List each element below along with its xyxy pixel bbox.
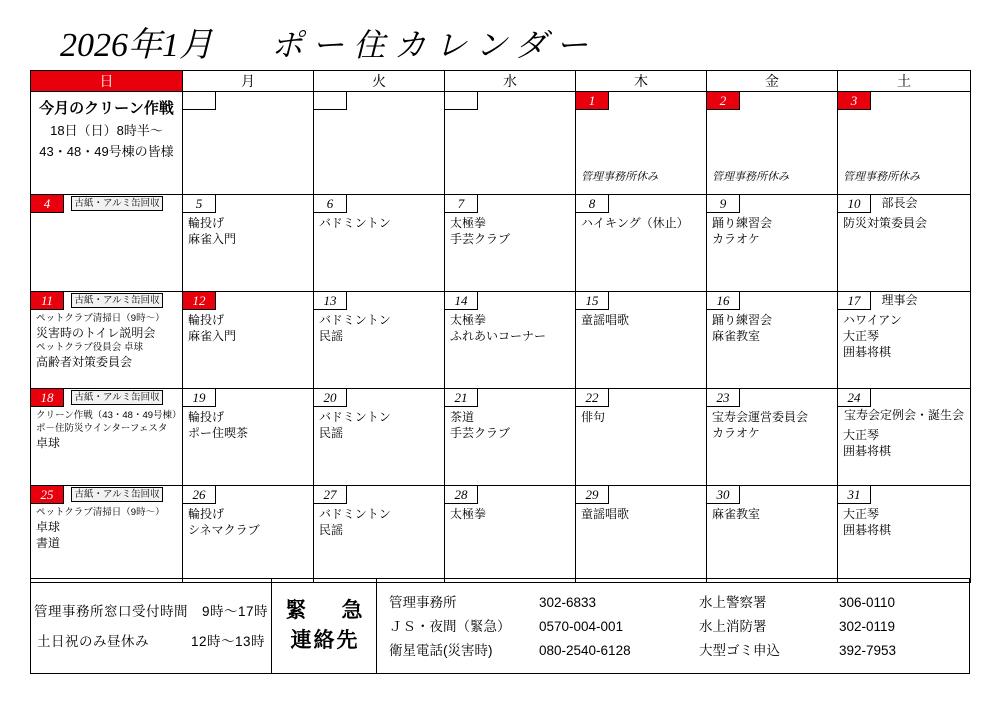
day-cell-empty xyxy=(183,92,314,195)
event-item: 民謡 xyxy=(319,523,344,537)
day-cell-11 xyxy=(31,292,183,389)
event-item: バドミントン xyxy=(319,410,391,424)
day-number: 30 xyxy=(707,486,740,504)
day-number: 16 xyxy=(707,292,740,310)
day-cell-empty xyxy=(314,92,445,195)
day-cell-1 xyxy=(576,92,707,195)
calendar-week-row xyxy=(31,195,971,292)
office-closed-note: 管理事務所休み xyxy=(843,171,920,183)
day-number: 22 xyxy=(576,389,609,407)
day-cell-27 xyxy=(314,486,445,583)
day-number: 23 xyxy=(707,389,740,407)
day-number: 8 xyxy=(576,195,609,213)
event-item-header: 理事会 xyxy=(881,293,918,307)
recycle-tag: 古紙・アルミ缶回収 xyxy=(71,390,162,405)
event-item: 高齢者対策委員会 xyxy=(36,355,133,369)
event-item: 卓球 xyxy=(36,436,61,450)
day-cell-23 xyxy=(707,389,838,486)
day-cell-20 xyxy=(314,389,445,486)
event-item: 大正琴 xyxy=(843,329,880,343)
event-list xyxy=(314,213,444,231)
calendar-week-row xyxy=(31,389,971,486)
day-cell-10 xyxy=(838,195,971,292)
contact-number: 080-2540-6128 xyxy=(539,643,631,658)
office-hours-line-2: 土日祝のみ昼休み 12時～13時 xyxy=(37,634,266,649)
recycle-tag: 古紙・アルミ缶回収 xyxy=(71,487,162,502)
event-list xyxy=(838,213,970,231)
day-number: 17 xyxy=(838,292,871,310)
event-item-header: 宝寿会定例会・誕生会 xyxy=(844,408,965,422)
day-cell-5 xyxy=(183,195,314,292)
day-cell-19 xyxy=(183,389,314,486)
day-number: 28 xyxy=(445,486,478,504)
day-cell-9 xyxy=(707,195,838,292)
event-item: 踊り練習会 xyxy=(712,313,773,327)
contact-number-2: 392-7953 xyxy=(839,643,897,658)
day-number: 25 xyxy=(31,486,64,504)
day-number: 11 xyxy=(31,292,64,310)
notice-line-1: 18日（日）8時半～ xyxy=(50,123,163,138)
event-list xyxy=(31,407,182,451)
day-cell-3 xyxy=(838,92,971,195)
contact-row xyxy=(389,615,959,639)
day-cell-14 xyxy=(445,292,576,389)
contact-number-2: 302-0119 xyxy=(839,619,896,634)
event-item: 輪投げ xyxy=(188,313,225,327)
day-cell-2 xyxy=(707,92,838,195)
event-list xyxy=(445,504,575,522)
dow-tue: 火 xyxy=(314,71,445,92)
event-item: 麻雀教室 xyxy=(712,507,761,521)
calendar-week-row xyxy=(31,92,971,195)
event-item: 輪投げ xyxy=(188,216,225,230)
event-item: 囲碁将棋 xyxy=(843,345,892,359)
day-number: 13 xyxy=(314,292,347,310)
day-number: 12 xyxy=(183,292,216,310)
page-title xyxy=(60,18,940,66)
day-number: 5 xyxy=(183,195,216,213)
day-number: 27 xyxy=(314,486,347,504)
event-item-small: クリーン作戦（43・48・49号棟） xyxy=(36,410,182,421)
day-number xyxy=(314,92,347,110)
event-list xyxy=(576,504,706,522)
event-item: 童謡唱歌 xyxy=(581,507,630,521)
event-item: 宝寿会運営委員会 xyxy=(712,410,809,424)
day-cell-18 xyxy=(31,389,183,486)
notice-title: 今月のクリーン作戦 xyxy=(39,100,174,117)
event-item-header: 部長会 xyxy=(881,196,918,210)
event-item: 囲碁将棋 xyxy=(843,444,892,458)
day-cell-7 xyxy=(445,195,576,292)
recycle-tag: 古紙・アルミ缶回収 xyxy=(71,293,162,308)
event-item: 民謡 xyxy=(319,329,344,343)
event-list xyxy=(707,310,837,344)
event-item: カラオケ xyxy=(712,232,760,246)
event-list xyxy=(314,407,444,441)
day-number: 19 xyxy=(183,389,216,407)
event-list xyxy=(31,504,182,551)
day-number xyxy=(445,92,478,110)
day-cell-4 xyxy=(31,195,183,292)
event-item: 麻雀教室 xyxy=(712,329,761,343)
day-number: 1 xyxy=(576,92,609,110)
day-number: 31 xyxy=(838,486,871,504)
contact-name: ＪＳ・夜間（緊急） xyxy=(389,619,511,634)
day-number: 6 xyxy=(314,195,347,213)
notice-cell xyxy=(31,92,183,195)
calendar-week-row xyxy=(31,292,971,389)
day-cell-30 xyxy=(707,486,838,583)
event-list xyxy=(445,213,575,247)
emergency-label xyxy=(272,579,377,673)
contact-row xyxy=(389,639,959,663)
event-list xyxy=(576,310,706,328)
event-list xyxy=(707,213,837,247)
day-cell-22 xyxy=(576,389,707,486)
day-number: 29 xyxy=(576,486,609,504)
day-cell-28 xyxy=(445,486,576,583)
day-number: 7 xyxy=(445,195,478,213)
event-list xyxy=(183,504,313,538)
day-number: 14 xyxy=(445,292,478,310)
office-closed-note: 管理事務所休み xyxy=(712,171,789,183)
day-cell-16 xyxy=(707,292,838,389)
event-item: カラオケ xyxy=(712,426,760,440)
event-list xyxy=(314,310,444,344)
day-cell-15 xyxy=(576,292,707,389)
office-closed-note: 管理事務所休み xyxy=(581,171,658,183)
event-item: 麻雀入門 xyxy=(188,329,237,343)
event-item: 大正琴 xyxy=(843,428,880,442)
contact-name-2: 水上警察署 xyxy=(699,595,767,610)
event-item: 茶道 xyxy=(450,410,475,424)
day-cell-21 xyxy=(445,389,576,486)
office-hours-line-1: 管理事務所窓口受付時間 9時～17時 xyxy=(34,604,269,619)
event-list xyxy=(838,310,970,360)
event-item: 輪投げ xyxy=(188,507,225,521)
recycle-tag: 古紙・アルミ缶回収 xyxy=(71,196,162,211)
event-item: ポー住喫茶 xyxy=(188,426,249,440)
day-number: 26 xyxy=(183,486,216,504)
event-item: 太極拳 xyxy=(450,313,487,327)
day-cell-25 xyxy=(31,486,183,583)
day-cell-13 xyxy=(314,292,445,389)
contact-number: 302-6833 xyxy=(539,595,597,610)
day-cell-empty xyxy=(445,92,576,195)
day-cell-24 xyxy=(838,389,971,486)
contact-row xyxy=(389,591,959,615)
day-number: 3 xyxy=(838,92,871,110)
event-item: バドミントン xyxy=(319,507,391,521)
event-item-small: ポ－住防災ウインターフェスタ xyxy=(36,423,168,434)
day-cell-8 xyxy=(576,195,707,292)
contact-number: 0570-004-001 xyxy=(539,619,624,634)
day-number: 20 xyxy=(314,389,347,407)
event-item: 麻雀入門 xyxy=(188,232,237,246)
calendar-week-row xyxy=(31,486,971,583)
notice-line-2: 43・48・49号棟の皆様 xyxy=(39,144,174,159)
day-cell-31 xyxy=(838,486,971,583)
event-item: 手芸クラブ xyxy=(450,232,511,246)
event-item: 手芸クラブ xyxy=(450,426,511,440)
contact-name: 衛星電話(災害時) xyxy=(389,643,493,658)
emergency-label-line-1: 緊 急 xyxy=(285,599,370,622)
day-number: 15 xyxy=(576,292,609,310)
event-item: 民謡 xyxy=(319,426,344,440)
title-main: ポー住カレンダー xyxy=(271,27,597,63)
event-list xyxy=(183,310,313,344)
day-cell-6 xyxy=(314,195,445,292)
event-list xyxy=(838,504,970,538)
event-list xyxy=(707,504,837,522)
dow-fri: 金 xyxy=(707,71,838,92)
event-list xyxy=(576,213,706,231)
event-item: バドミントン xyxy=(319,216,391,230)
event-item: 災害時のトイレ説明会 xyxy=(36,326,156,340)
day-cell-26 xyxy=(183,486,314,583)
day-number: 18 xyxy=(31,389,64,407)
event-item: 卓球 xyxy=(36,520,61,534)
dow-header-row xyxy=(31,71,971,92)
contact-name-2: 大型ゴミ申込 xyxy=(699,643,780,658)
dow-mon: 月 xyxy=(183,71,314,92)
contact-name: 管理事務所 xyxy=(389,595,457,610)
event-list xyxy=(445,407,575,441)
dow-sat: 土 xyxy=(838,71,971,92)
event-item: ハワイアン xyxy=(843,313,902,327)
event-item: ふれあいコーナー xyxy=(450,329,547,343)
event-item: 俳句 xyxy=(581,410,606,424)
title-month: 2026年1月 xyxy=(60,27,213,64)
event-item: 童謡唱歌 xyxy=(581,313,630,327)
dow-sun: 日 xyxy=(31,71,183,92)
event-list xyxy=(445,310,575,344)
event-item: 大正琴 xyxy=(843,507,880,521)
contact-number-2: 306-0110 xyxy=(839,595,896,610)
dow-thu: 木 xyxy=(576,71,707,92)
day-number xyxy=(183,92,216,110)
calendar-table xyxy=(30,70,971,583)
day-cell-12 xyxy=(183,292,314,389)
event-item: 太極拳 xyxy=(450,507,487,521)
event-list xyxy=(314,504,444,538)
day-number: 24 xyxy=(838,389,871,407)
event-list xyxy=(31,310,182,370)
day-number: 21 xyxy=(445,389,478,407)
event-list xyxy=(707,407,837,441)
event-item-small: ペットクラブ役員会 卓球 xyxy=(36,342,143,353)
event-item: 囲碁将棋 xyxy=(843,523,892,537)
event-item: 輪投げ xyxy=(188,410,225,424)
event-list xyxy=(838,425,970,459)
event-item: ハイキング（休止） xyxy=(581,216,689,230)
day-number: 9 xyxy=(707,195,740,213)
event-item: シネマクラブ xyxy=(188,523,260,537)
day-number: 4 xyxy=(31,195,64,213)
emergency-label-line-2: 連絡先 xyxy=(290,629,360,652)
event-item: 踊り練習会 xyxy=(712,216,773,230)
event-item: 書道 xyxy=(36,536,61,550)
dow-wed: 水 xyxy=(445,71,576,92)
event-item: 太極拳 xyxy=(450,216,487,230)
contact-list xyxy=(377,579,969,673)
event-item: バドミントン xyxy=(319,313,391,327)
day-number: 10 xyxy=(838,195,871,213)
event-item-small: ペットクラブ清掃日（9時～） xyxy=(36,313,165,324)
contact-name-2: 水上消防署 xyxy=(699,619,767,634)
footer-panel xyxy=(30,578,970,674)
day-cell-29 xyxy=(576,486,707,583)
office-hours-block xyxy=(31,579,272,673)
event-list xyxy=(576,407,706,425)
event-list xyxy=(183,213,313,247)
event-list xyxy=(183,407,313,441)
event-item-small: ペットクラブ清掃日（9時～） xyxy=(36,507,165,518)
day-number: 2 xyxy=(707,92,740,110)
day-cell-17 xyxy=(838,292,971,389)
event-item: 防災対策委員会 xyxy=(843,216,928,230)
